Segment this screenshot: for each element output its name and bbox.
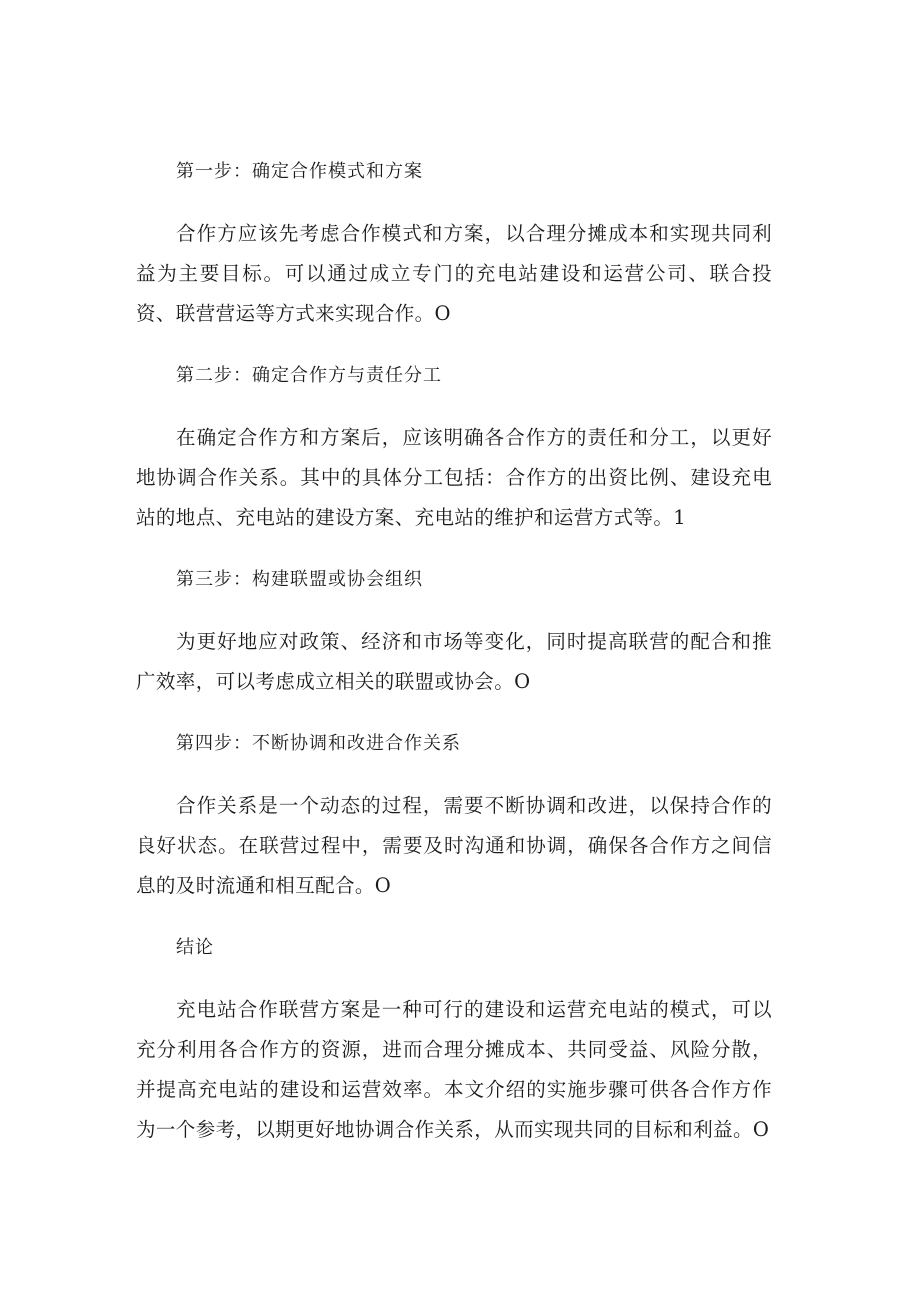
section-heading: 第四步：不断协调和改进合作关系	[176, 733, 461, 754]
section-heading: 结论	[176, 937, 214, 958]
section-step-1	[136, 152, 772, 334]
section-heading: 第一步：确定合作模式和方案	[176, 161, 423, 182]
section-paragraph: 充电站合作联营方案是一种可行的建设和运营充电站的模式，可以充分利用各合作方的资源，进而合理分摊成本、共同受益、风险分散，并提高充电站的建设和运营效率。本文介绍的实施步骤可供各合作方作为一个参考，以期更好地协调合作关系，从而实现共同的目标和利益。O	[136, 998, 772, 1141]
section-step-2	[136, 356, 772, 538]
section-heading: 第三步：构建联盟或协会组织	[176, 569, 423, 590]
section-heading: 第二步：确定合作方与责任分工	[176, 365, 442, 386]
section-paragraph: 在确定合作方和方案后，应该明确各合作方的责任和分工，以更好地协调合作关系。其中的具体分工包括：合作方的出资比例、建设充电站的地点、充电站的建设方案、充电站的维护和运营方式等。1	[136, 426, 772, 529]
section-paragraph: 合作关系是一个动态的过程，需要不断协调和改进，以保持合作的良好状态。在联营过程中，需要及时沟通和协调，确保各合作方之间信息的及时流通和相互配合。O	[136, 794, 772, 897]
section-conclusion	[136, 928, 772, 1150]
section-paragraph: 合作方应该先考虑合作模式和方案，以合理分摊成本和实现共同利益为主要目标。可以通过成立专门的充电站建设和运营公司、联合投资、联营营运等方式来实现合作。O	[136, 222, 772, 325]
document-body	[136, 152, 772, 1172]
section-step-4	[136, 724, 772, 906]
section-step-3	[136, 560, 772, 702]
section-paragraph: 为更好地应对政策、经济和市场等变化，同时提高联营的配合和推广效率，可以考虑成立相关的联盟或协会。O	[136, 630, 772, 693]
